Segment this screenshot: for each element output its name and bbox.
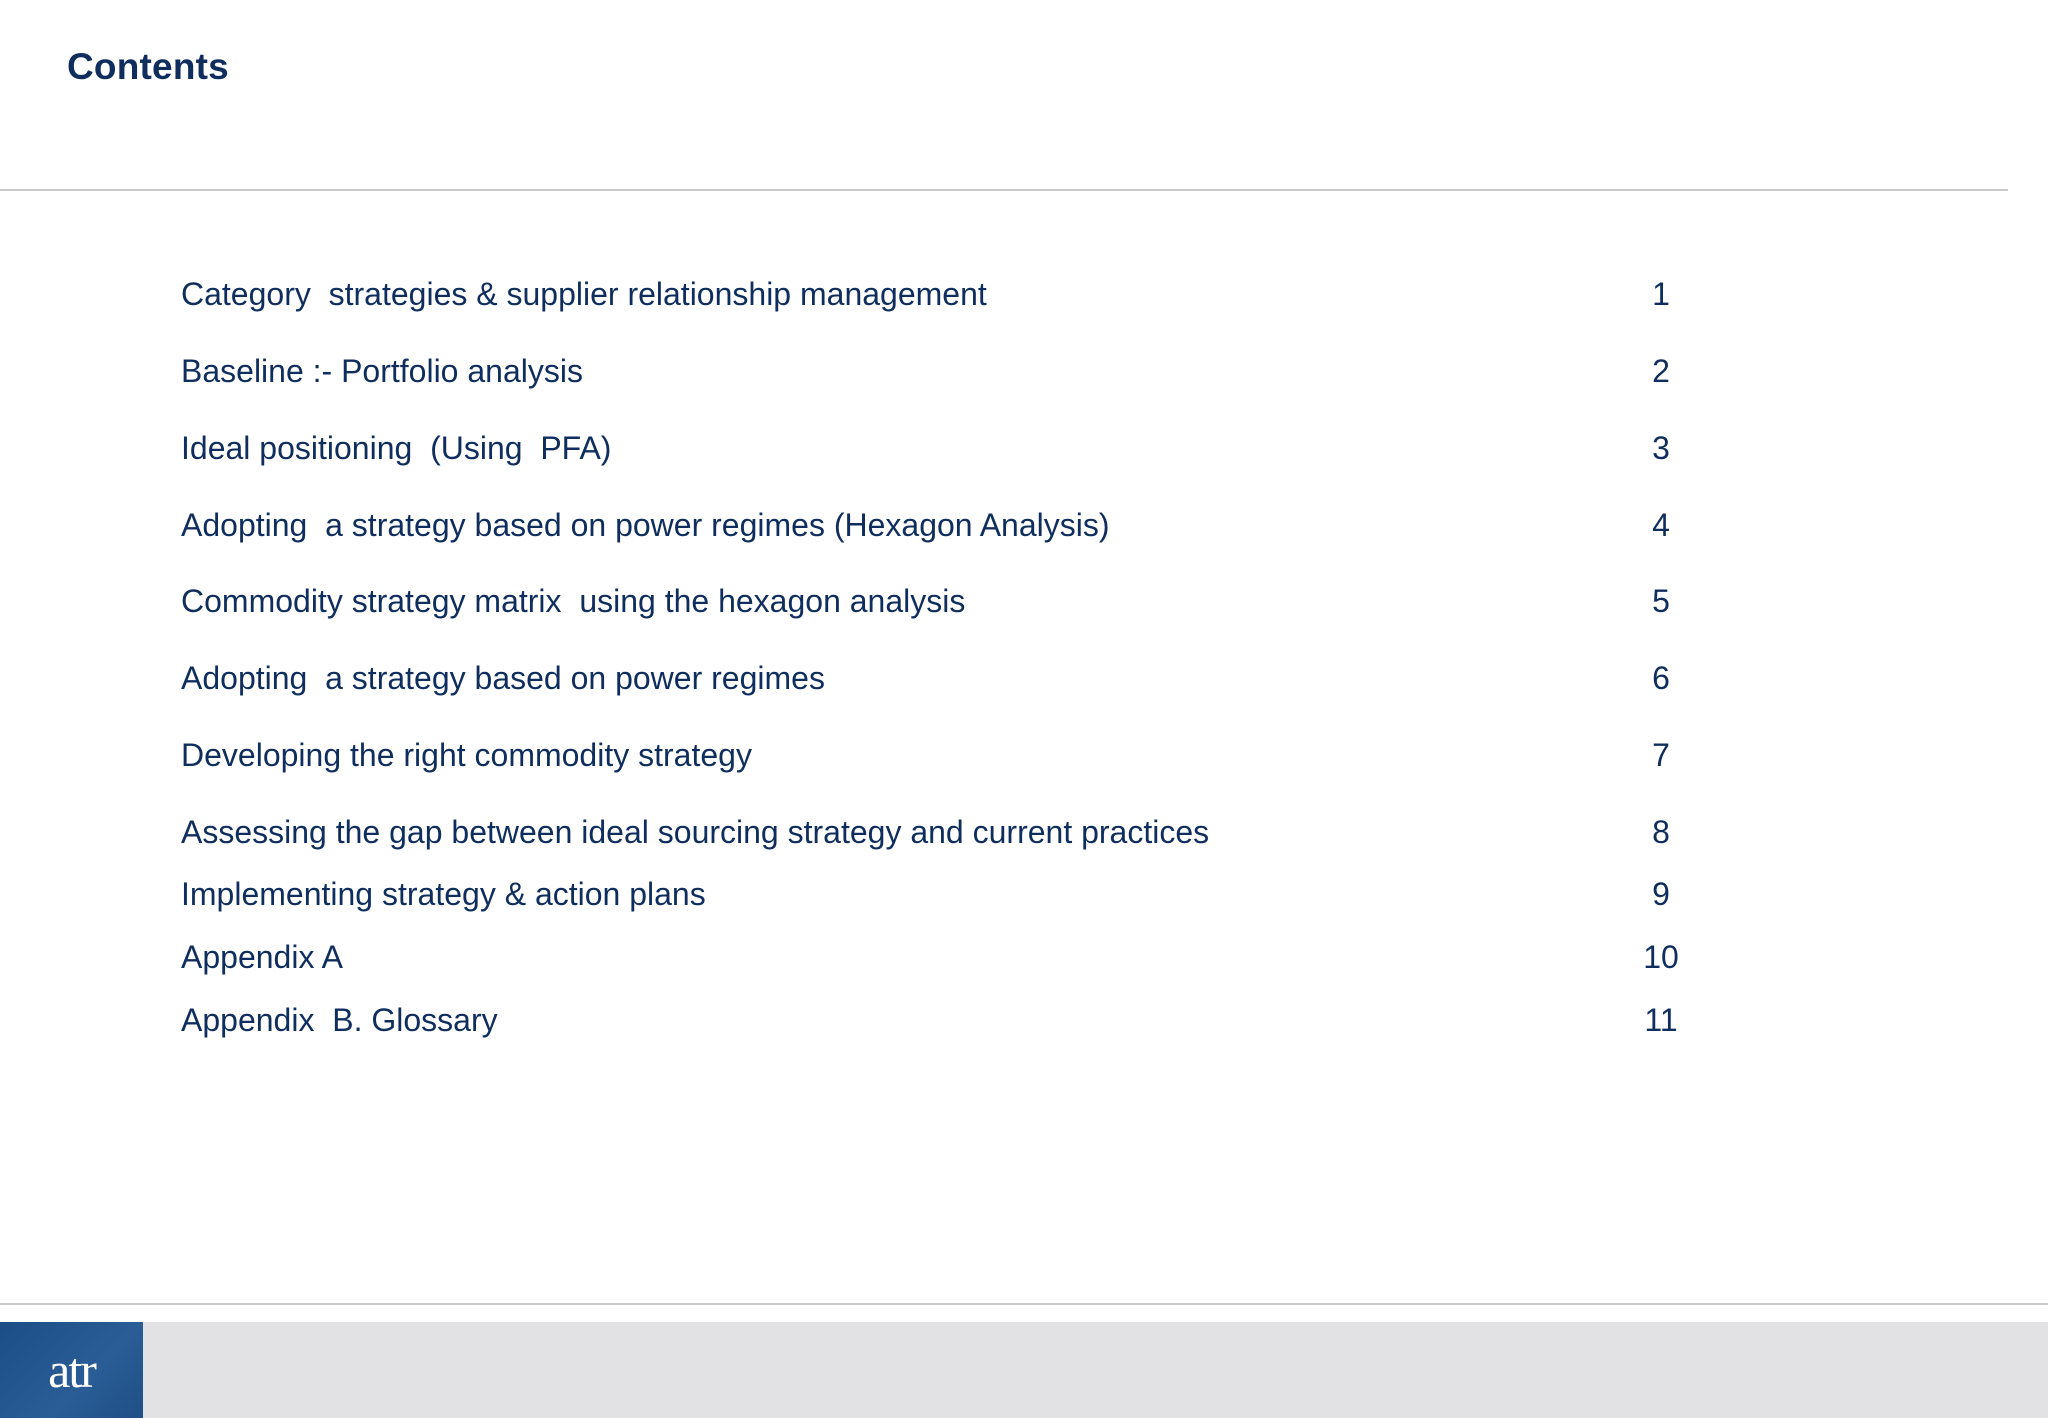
toc-item-page-number: 9: [1652, 876, 1670, 912]
toc-item[interactable]: [181, 655, 1721, 701]
toc-item-label: Assessing the gap between ideal sourcing strategy and current practices: [181, 814, 1210, 850]
table-of-contents: [181, 0, 1721, 1100]
toc-item[interactable]: [181, 997, 1721, 1043]
toc-item[interactable]: [181, 871, 1721, 917]
footer-divider: [0, 1303, 2048, 1305]
toc-item-label: Ideal positioning (Using PFA): [181, 430, 612, 466]
toc-item[interactable]: [181, 502, 1721, 548]
toc-item-page-number: 6: [1652, 660, 1670, 696]
toc-item-label: Adopting a strategy based on power regimes (Hexagon Analysis): [181, 507, 1110, 543]
toc-item[interactable]: [181, 732, 1721, 778]
footer-bar: [0, 1322, 2048, 1418]
toc-item-label: Appendix A: [181, 939, 343, 975]
atr-logo: atr: [0, 1322, 143, 1418]
toc-item-page-number: 5: [1652, 583, 1670, 619]
toc-item-page-number: 4: [1652, 507, 1670, 543]
toc-item-label: Commodity strategy matrix using the hexagon analysis: [181, 583, 966, 619]
toc-item-page-number: 8: [1652, 814, 1670, 850]
toc-item-page-number: 3: [1652, 430, 1670, 466]
toc-item-page-number: 2: [1652, 353, 1670, 389]
page-title: Contents: [67, 46, 229, 87]
toc-item-label: Adopting a strategy based on power regimes: [181, 660, 825, 696]
toc-item[interactable]: [181, 809, 1721, 855]
toc-item-label: Appendix B. Glossary: [181, 1002, 498, 1038]
toc-item-page-number: 11: [1644, 1002, 1678, 1038]
toc-item-label: Baseline :- Portfolio analysis: [181, 353, 583, 389]
toc-item-label: Developing the right commodity strategy: [181, 737, 752, 773]
toc-item[interactable]: [181, 934, 1721, 980]
toc-item[interactable]: [181, 348, 1721, 394]
toc-item-label: Category strategies & supplier relationship management: [181, 276, 987, 312]
toc-item-page-number: 10: [1643, 939, 1679, 975]
toc-item-label: Implementing strategy & action plans: [181, 876, 706, 912]
toc-item-page-number: 1: [1652, 276, 1670, 312]
toc-item[interactable]: [181, 578, 1721, 624]
toc-item-page-number: 7: [1652, 737, 1670, 773]
toc-item[interactable]: [181, 271, 1721, 317]
toc-item[interactable]: [181, 425, 1721, 471]
